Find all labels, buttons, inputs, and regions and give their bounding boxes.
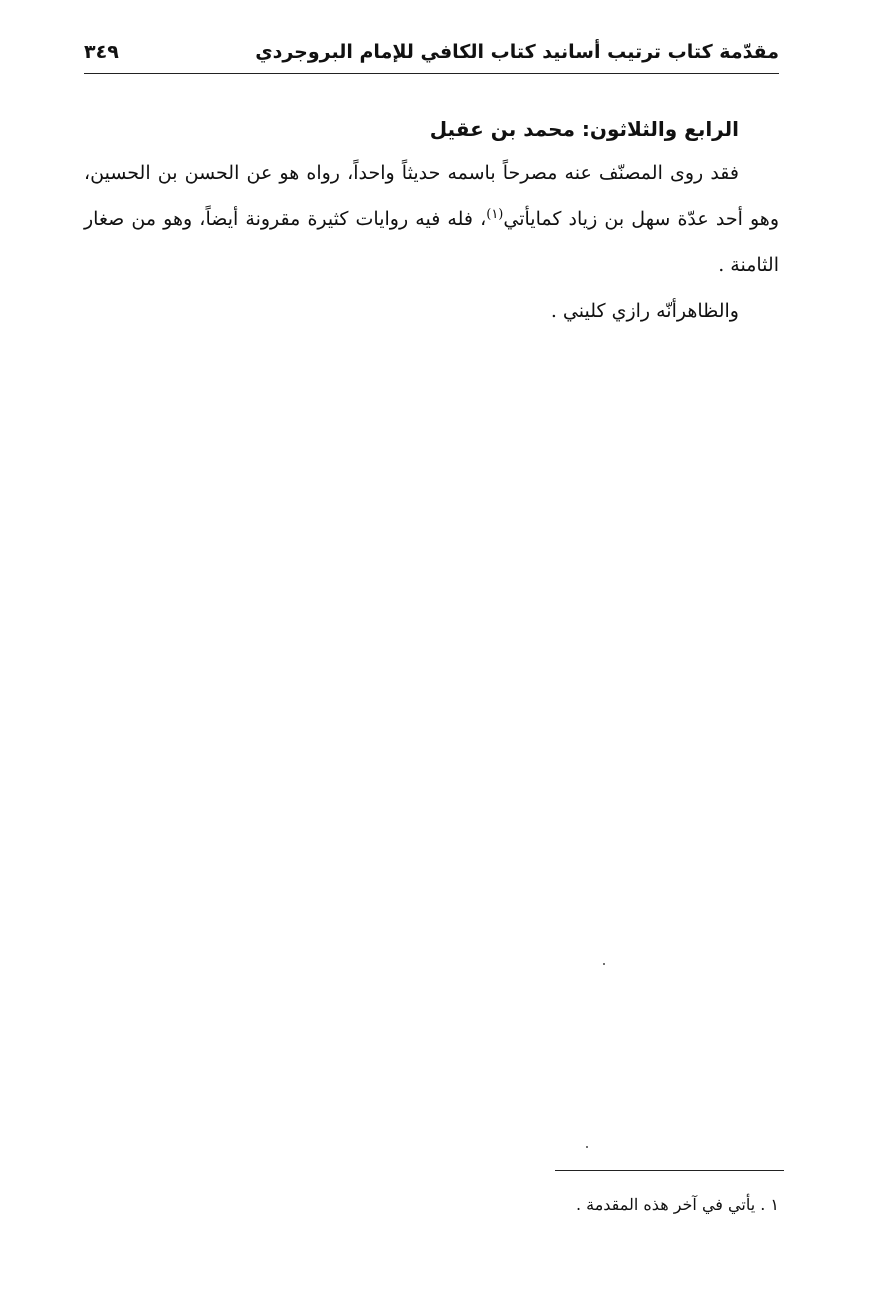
header-divider — [84, 73, 779, 74]
footnote-marker[interactable]: (١) — [486, 207, 504, 222]
paragraph-1 — [84, 150, 779, 288]
scan-speck — [603, 963, 605, 965]
page-number: ٣٤٩ — [84, 41, 119, 63]
header-title: مقدّمة كتاب ترتيب أسانيد كتاب الكافي للإمام البروجردي — [255, 41, 779, 63]
running-header — [84, 38, 779, 74]
footnote-1: ١ . يأتي في آخر هذه المقدمة . — [575, 1195, 779, 1214]
paragraph-2: والظاهرأنّه رازي كليني . — [550, 300, 739, 322]
paragraph-1-text-end: ، فله فيه روايات كثيرة مقرونة أيضاً، وهو من صغار الثامنة . — [84, 208, 779, 276]
scan-speck — [586, 1146, 588, 1148]
section-heading: الرابع والثلاثون: محمد بن عقيل — [429, 117, 739, 141]
footnote-divider — [555, 1170, 784, 1171]
main-text — [84, 108, 779, 334]
paragraph-1-text-start: فقد روى المصنّف عنه مصرحاً باسمه حديثاً واحداً، رواه هو عن الحسن بن الحسين، وهو أحد عدّة سهل بن زياد كمايأتي — [84, 162, 779, 230]
